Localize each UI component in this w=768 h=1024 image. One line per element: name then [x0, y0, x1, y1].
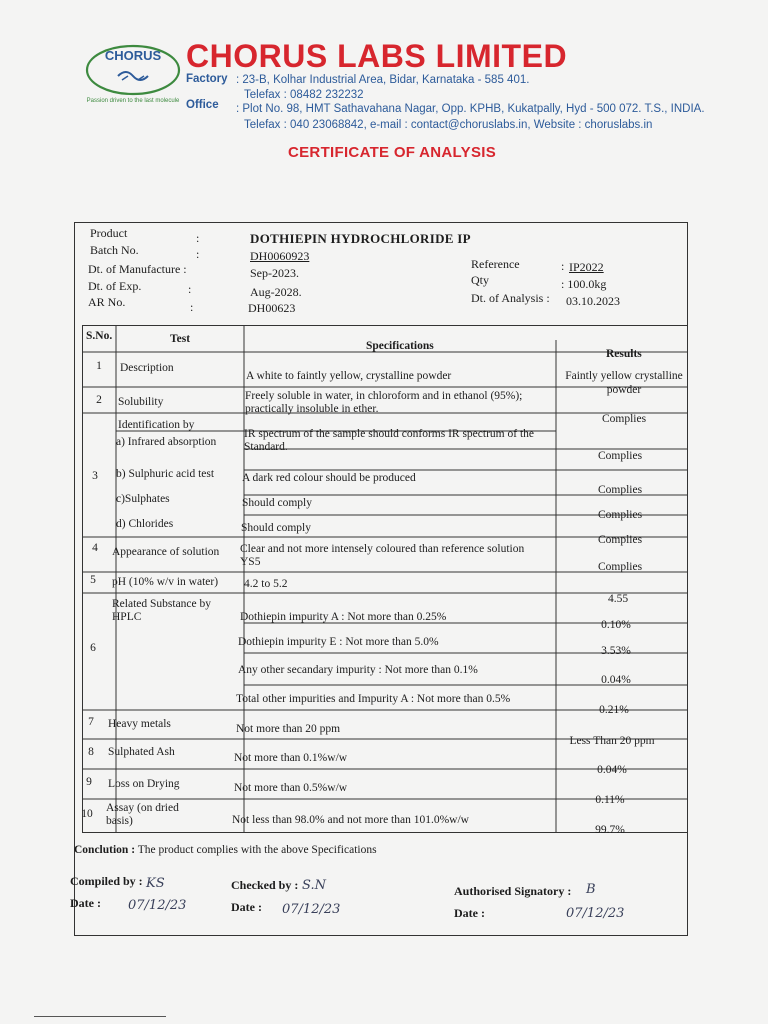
row-10-test: Assay (on dried basis)	[106, 802, 179, 827]
analysis-date: 03.10.2023	[566, 294, 620, 308]
row-6d-result: 0.21%	[599, 704, 629, 716]
row-3c-result: Complies	[597, 509, 643, 521]
row-9-sno: 9	[86, 776, 92, 788]
qty-value: : 100.0kg	[561, 277, 607, 291]
row-7-test: Heavy metals	[108, 718, 171, 730]
row-4-spec: Clear and not more intensely coloured than reference solution YS5	[240, 543, 525, 568]
row-6b-spec: Dothiepin impurity E : Not more than 5.0%	[238, 636, 439, 648]
row-6-test: Related Substance by HPLC	[112, 598, 212, 623]
company-logo	[78, 36, 188, 108]
office-address: : Plot No. 98, HMT Sathavahana Nagar, Opp. KPHB, Kukatpally, Hyd - 500 072. T.S., INDIA.	[236, 103, 705, 115]
checked-date: 07/12/23	[282, 902, 341, 917]
row-3a-spec: IR spectrum of the sample should conforms IR spectrum of the Standard.	[244, 428, 534, 453]
row-4-test: Appearance of solution	[112, 546, 220, 558]
row-9-spec: Not more than 0.5%w/w	[234, 782, 348, 794]
authorised-signature: B	[586, 882, 596, 897]
row-5-test: pH (10% w/v in water)	[112, 576, 219, 588]
product-name: DOTHIEPIN HYDROCHLORIDE IP	[250, 231, 471, 246]
row-7-spec: Not more than 20 ppm	[236, 723, 341, 735]
row-4-sno: 4	[92, 542, 98, 554]
batch-colon: :	[196, 247, 200, 261]
row-1-result: Faintly yellow crystalline powder	[565, 370, 683, 396]
header-results: Results	[606, 348, 642, 360]
company-name: CHORUS LABS LIMITED	[186, 38, 568, 74]
ar-colon: :	[190, 300, 194, 314]
row-3-test: Identification by	[118, 419, 195, 431]
ar-number-label: AR No.	[88, 295, 126, 309]
header-specifications: Specifications	[366, 340, 434, 352]
row-3d-spec: Should comply	[241, 522, 311, 534]
row-5-spec: 4.2 to 5.2	[244, 578, 288, 590]
authorised-date: 07/12/23	[566, 906, 625, 921]
row-4-result: Complies	[597, 561, 643, 573]
checked-date-label: Date :	[231, 900, 262, 914]
page-edge-line	[34, 1016, 166, 1017]
row-2-spec: Freely soluble in water, in chloroform and in ethanol (95%); practically insoluble in ether.	[245, 390, 523, 415]
conclusion	[74, 844, 377, 856]
batch-number: DH0060923	[250, 249, 310, 263]
row-8-result: 0.04%	[597, 764, 627, 776]
product-label: Product	[90, 226, 128, 240]
reference-value: IP2022	[569, 260, 604, 274]
row-3c-test: c)Sulphates	[116, 493, 170, 505]
row-2-sno: 2	[96, 394, 102, 406]
row-3b-test: b) Sulphuric acid test	[116, 468, 215, 480]
manufacture-date: Sep-2023.	[250, 266, 299, 280]
row-2-test: Solubility	[118, 396, 164, 408]
row-3a-test: a) Infrared absorption	[116, 436, 217, 448]
qty-label: Qty	[471, 273, 489, 287]
logo-tagline: Passion driven to the last molecule	[86, 98, 180, 104]
compiled-by-signature: KS	[146, 876, 165, 891]
row-1-sno: 1	[96, 360, 102, 372]
office-contact: Telefax : 040 23068842, e-mail : contact@choruslabs.in, Website : choruslabs.in	[244, 119, 653, 131]
batch-label: Batch No.	[90, 243, 139, 257]
row-8-test: Sulphated Ash	[108, 746, 175, 758]
conclusion-label: Conclution :	[74, 844, 136, 856]
row-6c-spec: Any other secandary impurity : Not more than 0.1%	[238, 664, 478, 676]
row-6-sno: 6	[90, 642, 96, 654]
expiry-date-label: Dt. of Exp.	[88, 279, 142, 293]
row-6a-result: 0.10%	[601, 619, 631, 631]
row-9-result: 0.11%	[595, 794, 625, 806]
row-2-result: Complies	[601, 413, 647, 425]
checked-by-label: Checked by :	[231, 878, 299, 892]
row-7-result: Less Than 20 ppm	[569, 735, 655, 747]
row-1-test: Description	[120, 362, 174, 374]
row-10-spec: Not less than 98.0% and not more than 101.0%w/w	[232, 814, 469, 826]
office-label: Office	[186, 99, 219, 111]
factory-label: Factory	[186, 73, 228, 85]
row-10-result: 99.7%	[595, 824, 625, 836]
row-3b-result: Complies	[597, 484, 643, 496]
authorised-signatory-label: Authorised Signatory :	[454, 884, 572, 898]
factory-telefax: Telefax : 08482 232232	[244, 89, 364, 101]
ar-number: DH00623	[248, 301, 296, 315]
manufacture-date-label: Dt. of Manufacture :	[88, 262, 187, 276]
row-1-spec: A white to faintly yellow, crystalline powder	[246, 370, 452, 382]
row-6b-result: 3.53%	[601, 645, 631, 657]
row-3d-result: Complies	[597, 534, 643, 546]
factory-address: : 23-B, Kolhar Industrial Area, Bidar, Karnataka - 585 401.	[236, 74, 530, 86]
row-8-spec: Not more than 0.1%w/w	[234, 752, 348, 764]
reference-colon: :	[561, 259, 565, 273]
analysis-date-label: Dt. of Analysis :	[471, 291, 550, 305]
row-3-sno: 3	[92, 470, 98, 482]
row-5-sno: 5	[90, 574, 96, 586]
checked-by-signature: S.N	[302, 878, 326, 893]
row-3c-spec: Should comply	[242, 497, 312, 509]
row-6a-spec: Dothiepin impurity A : Not more than 0.25%	[240, 611, 447, 623]
expiry-date: Aug-2028.	[250, 285, 302, 299]
row-7-sno: 7	[88, 716, 94, 728]
compiled-by-label: Compiled by :	[70, 874, 143, 888]
row-5-result: 4.55	[607, 593, 629, 605]
product-colon: :	[196, 231, 200, 245]
header-sno: S.No.	[86, 330, 113, 342]
row-6d-spec: Total other impurities and Impurity A : Not more than 0.5%	[236, 693, 511, 705]
row-3a-result: Complies	[597, 450, 643, 462]
row-3b-spec: A dark red colour should be produced	[242, 472, 416, 484]
reference-label: Reference	[471, 257, 520, 271]
authorised-date-label: Date :	[454, 906, 485, 920]
row-9-test: Loss on Drying	[108, 778, 180, 790]
header-test: Test	[170, 333, 191, 345]
row-8-sno: 8	[88, 746, 94, 758]
certificate-title: CERTIFICATE OF ANALYSIS	[288, 144, 497, 161]
logo-text: CHORUS	[104, 48, 162, 63]
row-6c-result: 0.04%	[601, 674, 631, 686]
compiled-date-label: Date :	[70, 896, 101, 910]
compiled-date: 07/12/23	[128, 898, 187, 913]
conclusion-text: The product complies with the above Specifications	[137, 844, 377, 856]
row-10-sno: 10	[81, 808, 93, 820]
row-3d-test: d) Chlorides	[116, 518, 174, 530]
expiry-colon: :	[188, 282, 192, 296]
